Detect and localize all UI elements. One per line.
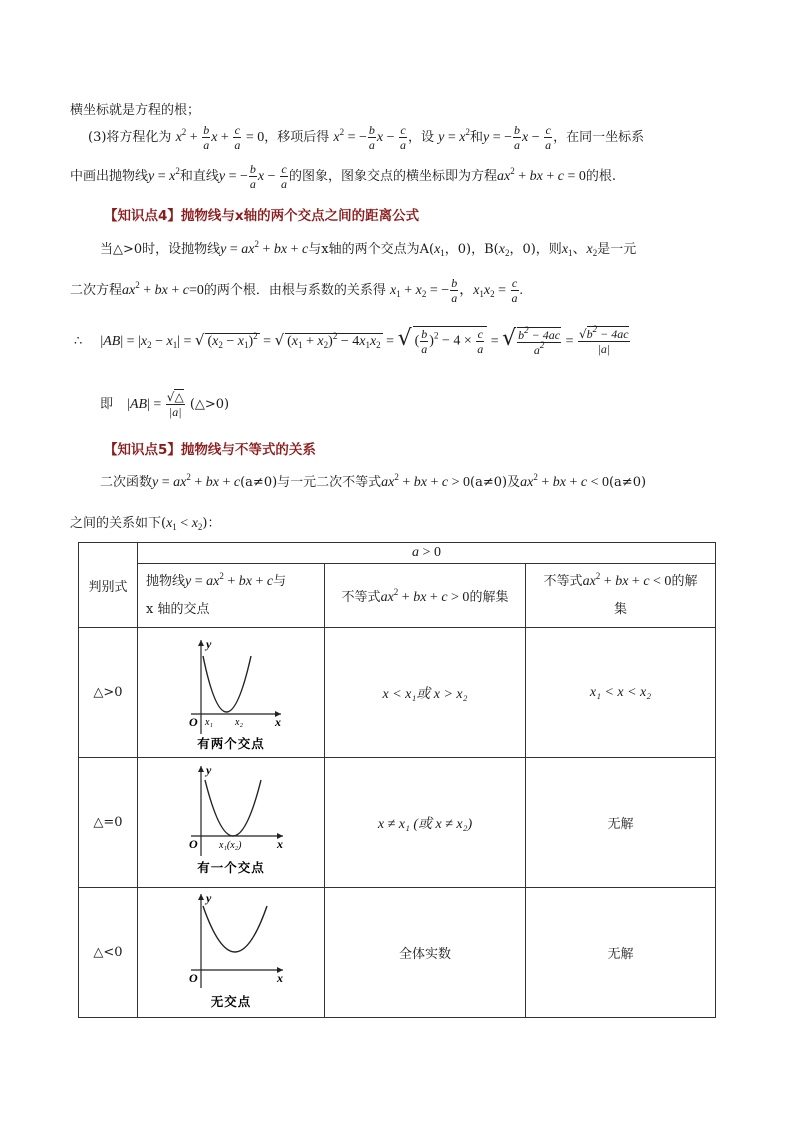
graph-cell	[138, 758, 325, 888]
gt-solution: x < x₁或 x > x₂	[325, 628, 526, 758]
header-lt-solution: 不等式$ax^2$ + bx + c < 0的解 集	[526, 564, 716, 628]
distance-result: 即 |AB| = $\frac{√\triangle}{|a|}$ (△>0)	[100, 390, 230, 419]
header-gt-solution: 不等式$ax^2$ + bx + c > 0的解集	[325, 564, 526, 628]
graph-x1x2-label: x₁(x₂)	[219, 840, 242, 851]
graph-x-label: x	[275, 715, 281, 729]
graph-cell	[138, 888, 325, 1018]
row-discriminant: △>0	[79, 628, 138, 758]
header-discriminant: 判别式	[79, 543, 138, 628]
header-graph: 抛物线$y = ax^2$ + bx + c与 x 轴的交点	[138, 564, 325, 628]
relation-table	[78, 542, 716, 1018]
distance-formula: ∴ $|AB| = |x_2 - x_1|$ = √ $(x_2 - x_1)^2$ = √ $(x_1 + x_2)^2 - 4x_1x_2$ = √ ( $\frac{b}{a}$ )$^2$ − 4 × $\frac{c}{a}$ = √ $\frac{b^2 - 4ac}{a^2}$ = $\frac{√b^2 - 4ac}{|a|}$	[74, 324, 629, 357]
graph-x-label: x	[277, 837, 283, 851]
gt-solution: 全体实数	[325, 888, 526, 1018]
graph-caption: 无交点	[210, 994, 252, 1009]
row-discriminant: △<0	[79, 888, 138, 1018]
header-a-positive: a > 0	[138, 543, 716, 564]
table-row	[79, 888, 716, 1018]
parabola-one-root-graph	[171, 758, 291, 883]
section-4-title: 【知识点4】抛物线与x轴的两个交点之间的距离公式	[104, 208, 420, 224]
graph-origin-label: O	[189, 837, 198, 851]
graph-y-label: y	[206, 891, 212, 905]
graph-x2-label: x₂	[235, 717, 243, 728]
graph-caption: 有两个交点	[197, 736, 265, 751]
graph-cell	[138, 628, 325, 758]
graph-caption: 有一个交点	[197, 860, 265, 875]
text-line-2: (3)将方程化为 $x^2$ + $\frac{b}{a}$ x + $\frac{c}{a}$ = 0，移项后得 $x^2$ = − $\frac{b}{a}$ x − $\frac{c}{a}$ ，设 $y = x^2$和y = − $\frac{b}{a}$ x − $\frac{c}{a}$ ，在同一坐标系	[88, 123, 645, 152]
section-5-line-1: 二次函数$y = ax^2$ + bx + c(a≠0)与一元二次不等式$ax^2$ + bx + c > 0(a≠0)及$ax^2$ + bx + c < 0(a≠0)	[100, 472, 647, 490]
lt-solution: x₁ < x < x₂	[526, 628, 716, 758]
row-discriminant: △=0	[79, 758, 138, 888]
graph-origin-label: O	[189, 971, 198, 985]
table-row	[79, 628, 716, 758]
section-4-line-1: 当△>0时，设抛物线$y = ax^2$ + bx + c与x轴的两个交点为$A(x_1$，0)，$B(x_2$，0)，则$x_1$、$x_2$是一元	[100, 239, 637, 258]
section-4-line-2: 二次方程$ax^2$ + bx + c=0的两个根．由根与系数的关系得 $x_1 + x_2$ = − $\frac{b}{a}$ ，$x_1x_2$ = $\frac{c}{a}$ .	[70, 276, 524, 305]
graph-origin-label: O	[189, 715, 198, 729]
parabola-no-root-graph	[171, 888, 291, 1013]
lt-solution: 无解	[526, 888, 716, 1018]
graph-x1-label: x₁	[205, 717, 213, 728]
graph-y-label: y	[206, 637, 212, 651]
lt-solution: 无解	[526, 758, 716, 888]
parabola-two-roots-graph	[171, 628, 291, 753]
section-5-line-2: 之间的关系如下$(x_1 < x_2)$：	[70, 516, 221, 532]
text-line-1: 横坐标就是方程的根；	[70, 103, 201, 118]
text-line-3: 中画出抛物线$y = x^2$和直线y = − $\frac{b}{a}$ x − $\frac{c}{a}$ 的图象，图象交点的横坐标即为方程$ax^2$ + bx + c = 0的根.	[70, 162, 617, 191]
table-row	[79, 758, 716, 888]
gt-solution: x ≠ x₁ (或 x ≠ x₂)	[325, 758, 526, 888]
graph-x-label: x	[277, 971, 283, 985]
graph-y-label: y	[206, 763, 212, 777]
section-5-title: 【知识点5】抛物线与不等式的关系	[104, 442, 316, 458]
